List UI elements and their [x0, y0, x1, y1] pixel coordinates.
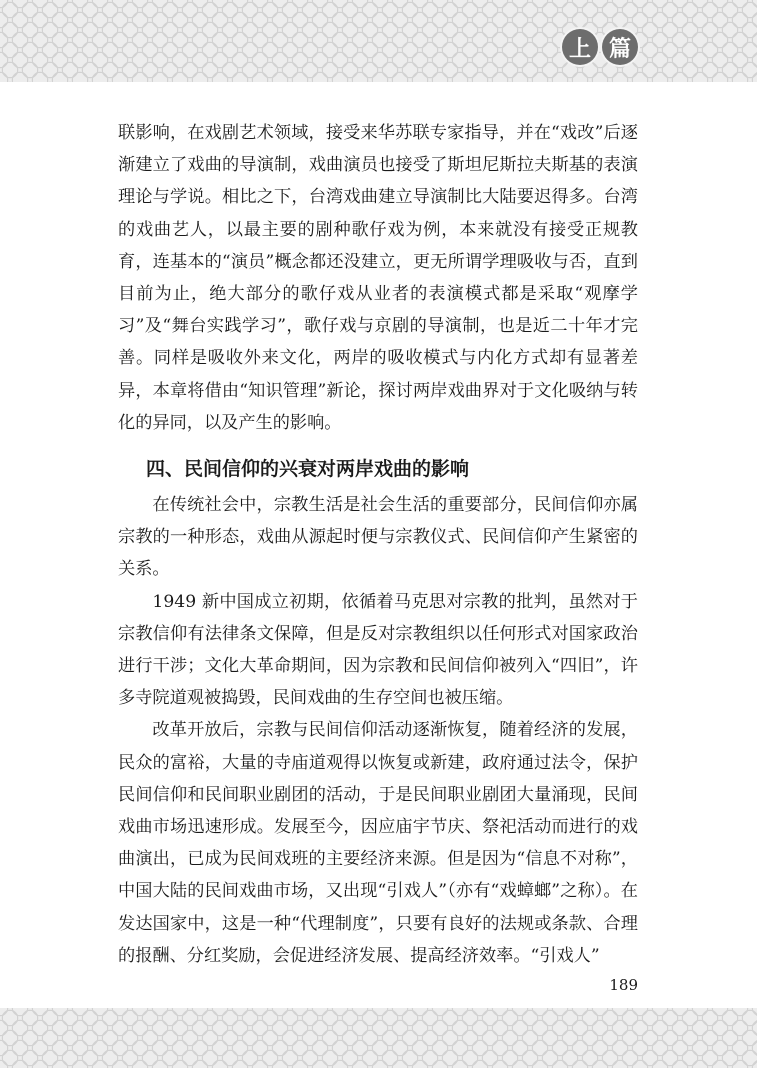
paragraph: 改革开放后，宗教与民间信仰活动逐渐恢复，随着经济的发展，民众的富裕，大量的寺庙道观得以恢复或新建，政府通过法令，保护民间信仰和民间职业剧团的活动，于是民间职业剧团大量涌现，民间戏曲市场迅速形成。发展至今，因应庙宇节庆、祭祀活动而进行的戏曲演出，已成为民间戏班的主要经济来源。但是因为“信息不对称”，中国大陆的民间戏曲市场，又出现“引戏人”（亦有“戏蟑螂”之称）。在发达国家中，这是一种“代理制度”，只要有良好的法规或条款、合理的报酬、分红奖励，会促进经济发展、提高经济效率。“引戏人”	[118, 720, 638, 966]
badge-char-shang: 上	[562, 29, 598, 65]
page-body	[118, 117, 638, 972]
footer-pattern-band	[0, 1008, 757, 1068]
header-pattern-band	[0, 0, 757, 82]
paragraph: 1949 新中国成立初期，依循着马克思对宗教的批判，虽然对于宗教信仰有法律条文保障，但是反对宗教组织以任何形式对国家政治进行干涉；文化大革命期间，因为宗教和民间信仰被列入“四旧”，许多寺院道观被捣毁，民间戏曲的生存空间也被压缩。	[118, 591, 638, 709]
page-number: 189	[609, 976, 638, 994]
paragraph: 联影响，在戏剧艺术领域，接受来华苏联专家指导，并在“戏改”后逐渐建立了戏曲的导演制，戏曲演员也接受了斯坦尼斯拉夫斯基的表演理论与学说。相比之下，台湾戏曲建立导演制比大陆要迟得多。台湾的戏曲艺人，以最主要的剧种歌仔戏为例，本来就没有接受正规教育，连基本的“演员”概念都还没建立，更无所谓学理吸收与否，直到目前为止，绝大部分的歌仔戏从业者的表演模式都是采取“观摩学习”及“舞台实践学习”，歌仔戏与京剧的导演制，也是近二十年才完善。同样是吸收外来文化，两岸的吸收模式与内化方式却有显著差异，本章将借由“知识管理”新论，探讨两岸戏曲界对于文化吸纳与转化的异同，以及产生的影响。	[118, 123, 638, 433]
badge-char-pian: 篇	[602, 29, 638, 65]
section-badge	[562, 29, 638, 65]
section-heading: 四、民间信仰的兴衰对两岸戏曲的影响	[146, 458, 470, 481]
paragraph: 在传统社会中，宗教生活是社会生活的重要部分，民间信仰亦属宗教的一种形态，戏曲从源起时便与宗教仪式、民间信仰产生紧密的关系。	[118, 495, 638, 580]
